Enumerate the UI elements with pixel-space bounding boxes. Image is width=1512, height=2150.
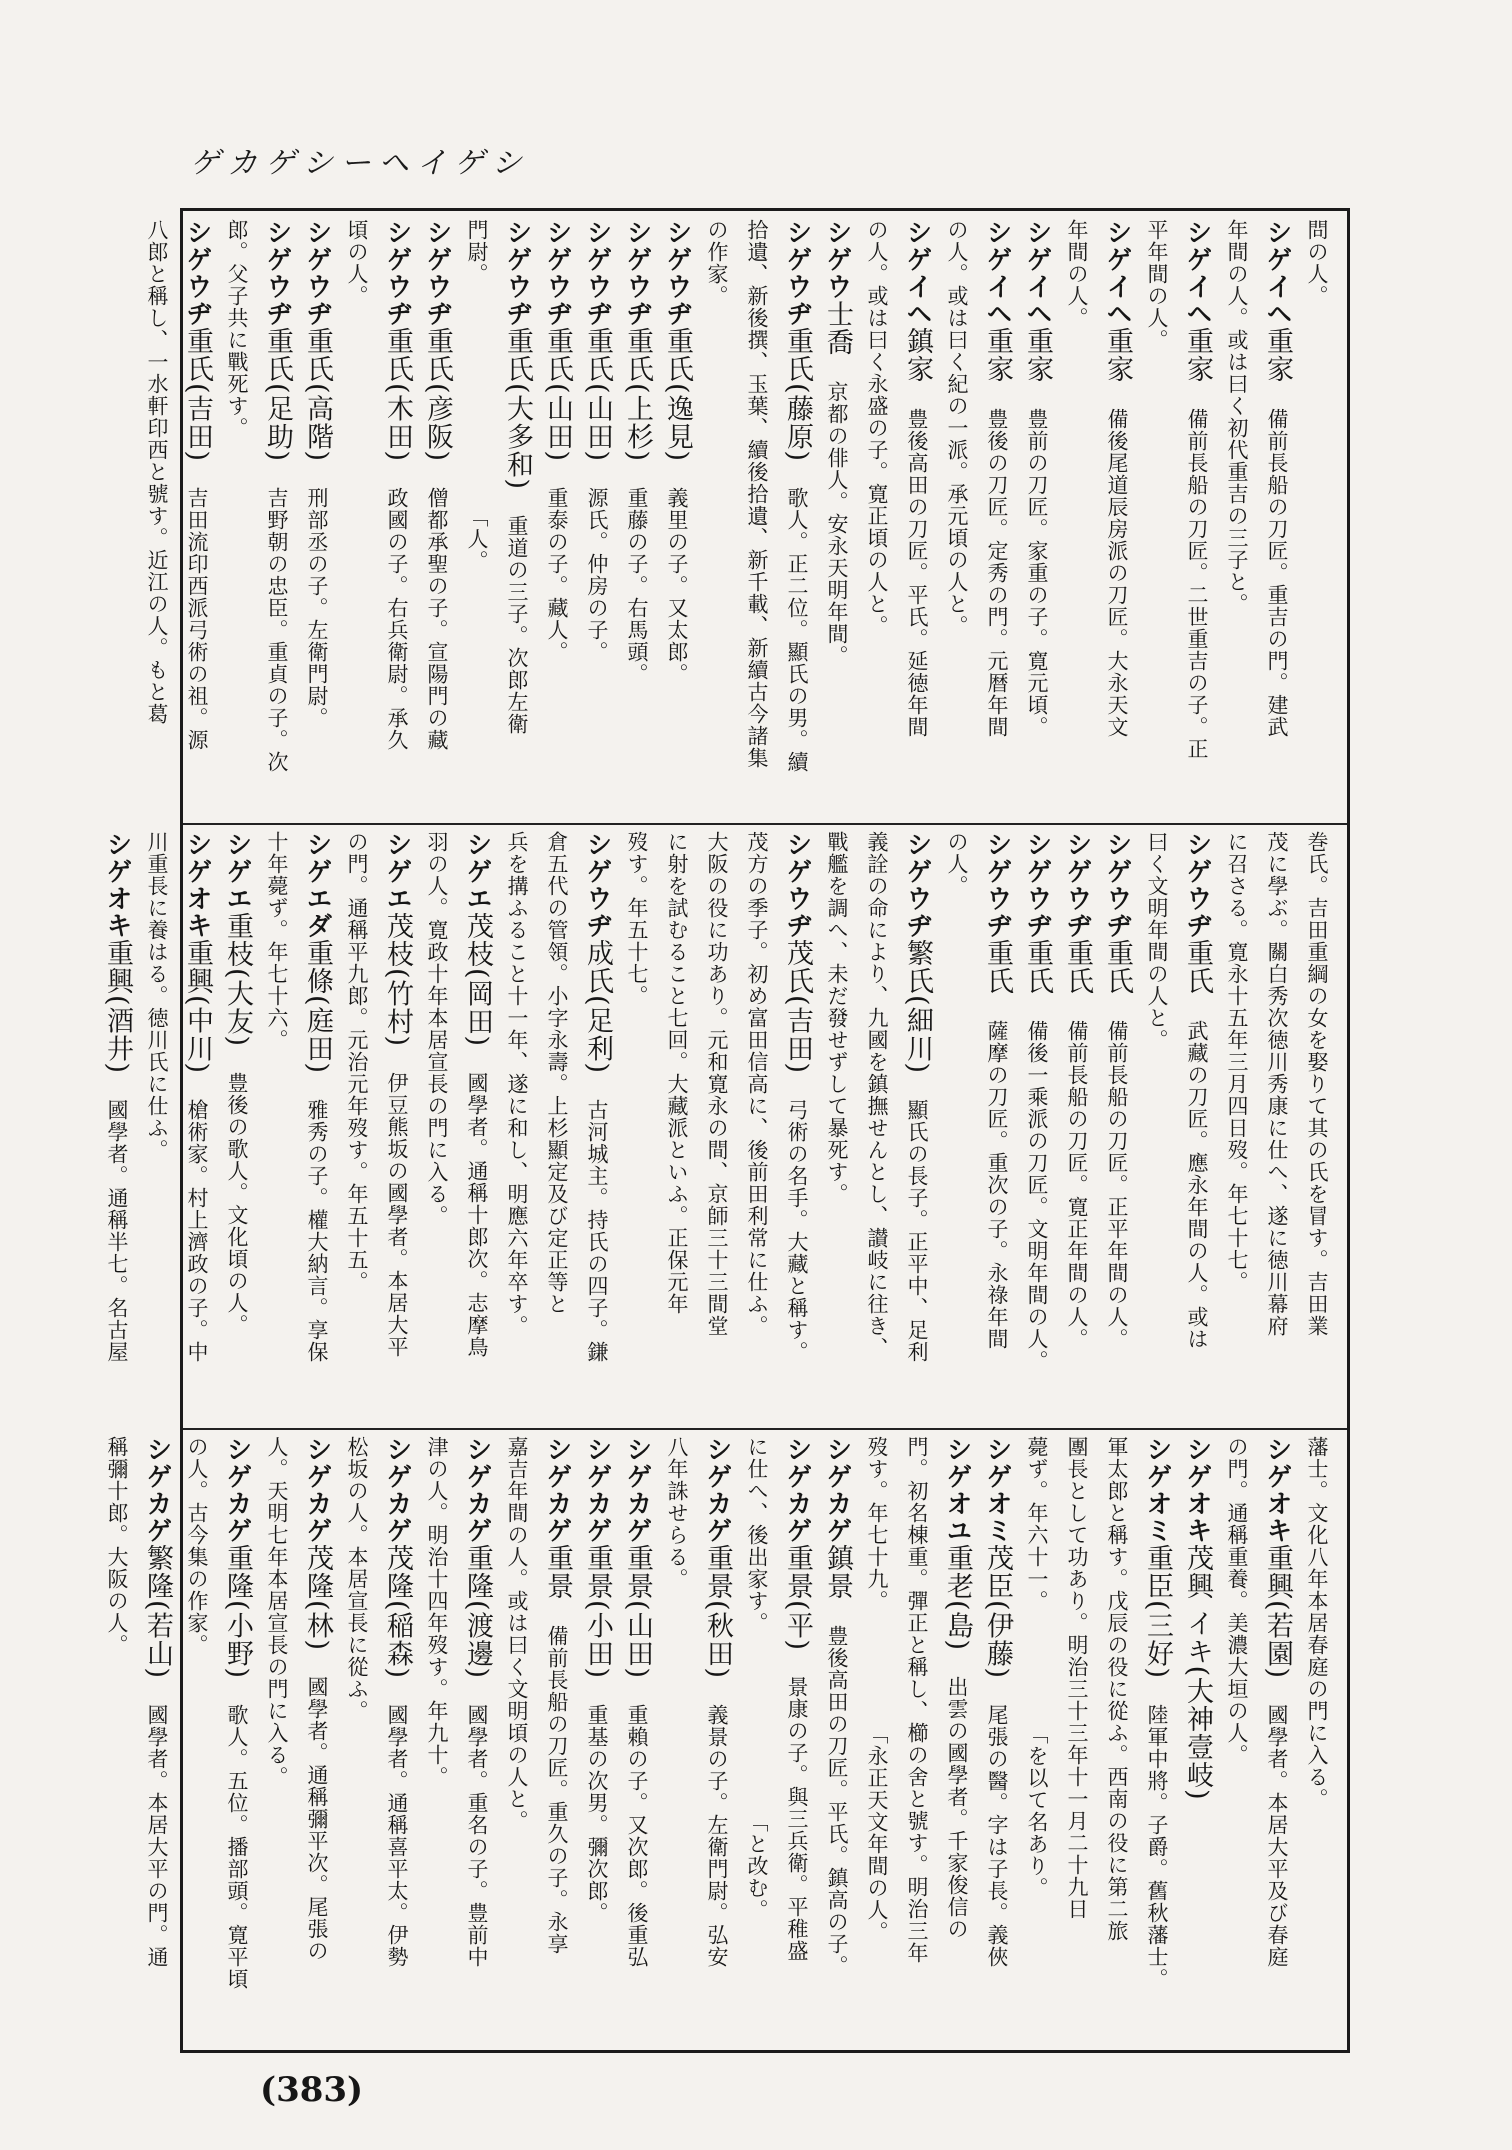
headword-name: 重景(秋田) <box>702 1544 733 1680</box>
dictionary-entry-line <box>897 831 937 1421</box>
headword-name: 重家 <box>1022 327 1053 383</box>
entry-continuation-line <box>1297 1436 1337 2042</box>
entry-continuation-line <box>137 831 177 1421</box>
entry-continuation-line <box>737 831 777 1421</box>
dictionary-entry-line <box>297 219 337 815</box>
entry-continuation-line <box>1217 1436 1257 2042</box>
entry-continuation-line <box>337 219 377 815</box>
dictionary-entry-line <box>377 831 417 1421</box>
headword-reading: シゲオユ <box>942 1436 972 1544</box>
entry-description: 國學者。通稱彌平次。尾張の <box>305 1676 329 1963</box>
entry-description: 豊後の歌人。文化頃の人。 <box>225 1072 249 1337</box>
entry-description: 兵を搆ふること十一年、遂に和し、明應六年卒す。 <box>505 831 529 1337</box>
dictionary-entry-line <box>217 1436 257 2042</box>
entry-description: 重藤の子。右馬頭。 <box>625 487 649 686</box>
entry-description: の人。或は曰く永盛の子。寛正頃の人と。 <box>865 219 889 637</box>
entry-description: 國學者。通稱喜平太。伊勢 <box>385 1704 409 1969</box>
entry-description: 京都の俳人。安永天明年間。 <box>825 381 849 667</box>
headword-reading: シゲウヂ <box>582 219 612 327</box>
dictionary-entry-line <box>657 219 697 815</box>
dictionary-entry-line <box>457 831 497 1421</box>
entry-description: 藩士。文化八年本居春庭の門に入る。 <box>1305 1436 1329 1810</box>
entry-description: 吉野朝の忠臣。重貞の子。次 <box>265 487 289 774</box>
headword-reading: シゲカゲ <box>622 1436 652 1544</box>
entry-continuation-line <box>97 1436 137 2042</box>
headword-name: 重興(若園) <box>1262 1544 1293 1680</box>
headword-reading: シゲウヂ <box>502 219 532 327</box>
page-number: (383) <box>260 2070 364 2110</box>
entry-description: 伊豆熊坂の國學者。本居大平 <box>385 1072 409 1359</box>
dictionary-entry-line <box>537 219 577 815</box>
headword-name: 重氏(藤原) <box>782 327 813 463</box>
entry-description: 八年誅せらる。 <box>665 1436 689 1590</box>
headword-name: 重條(庭田) <box>302 939 333 1075</box>
entry-continuation-line <box>137 219 177 815</box>
dictionary-entry-line <box>1257 219 1297 815</box>
headword-reading: シゲオキ <box>102 831 132 939</box>
headword-reading: シゲウヂ <box>542 219 572 327</box>
entry-description: 茂方の季子。初め富田信高に、後前田利常に仕ふ。 <box>745 831 769 1337</box>
entry-description: 尾張の醫。字は子長。義俠 <box>985 1704 1009 1969</box>
entry-continuation-line <box>257 1436 297 2042</box>
headword-reading: シゲウヂ <box>982 831 1012 939</box>
entry-continuation-line <box>897 1436 937 2042</box>
headword-reading: シゲオキ <box>1262 1436 1292 1544</box>
entry-description: 豊後高田の刀匠。平氏。延徳年間 <box>905 408 929 738</box>
headword-name: 重景(小田) <box>582 1544 613 1680</box>
headword-reading: シゲカゲ <box>822 1436 852 1544</box>
entry-continuation-line <box>937 831 977 1421</box>
dictionary-entry-line <box>497 219 537 815</box>
entry-description: 武藏の刀匠。應永年間の人。或は <box>1185 1020 1209 1350</box>
entry-description: 平年間の人。 <box>1145 219 1169 351</box>
dictionary-entry-line <box>297 831 337 1421</box>
entry-continuation-line <box>417 1436 457 2042</box>
entry-description: 問の人。 <box>1305 219 1329 307</box>
headword-name: 茂隆(林) <box>302 1544 333 1652</box>
entry-continuation-line <box>857 831 897 1421</box>
entry-description: の門。通稱平九郎。元治元年歿す。年五十五。 <box>345 831 369 1293</box>
dictionary-entry-line <box>1177 1436 1217 2042</box>
headword-name: 茂氏(吉田) <box>782 939 813 1075</box>
headword-name: 重隆(渡邊) <box>462 1544 493 1680</box>
headword-reading: シゲウヂ <box>182 219 212 327</box>
entry-description: 備後一乘派の刀匠。文明年間の人。 <box>1025 1020 1049 1372</box>
entry-description: 門尉。 「人。 <box>465 219 489 572</box>
headword-reading: シゲオミ <box>982 1436 1012 1544</box>
dictionary-entry-line <box>1097 219 1137 815</box>
headword-reading: シゲイヘ <box>1102 219 1132 327</box>
dictionary-entry-line <box>817 219 857 815</box>
headword-reading: シゲカゲ <box>702 1436 732 1544</box>
entry-description: の作家。 <box>705 219 729 307</box>
entry-continuation-line <box>697 831 737 1421</box>
entry-continuation-line <box>1137 219 1177 815</box>
entry-continuation-line <box>1257 831 1297 1421</box>
headword-name: 重氏(吉田) <box>182 327 213 463</box>
entry-description: 景康の子。與三兵衛。平稚盛 <box>785 1676 809 1963</box>
headword-reading: シゲウヂ <box>662 219 692 327</box>
headword-name: 重家 <box>1102 327 1133 383</box>
headword-reading: シゲカゲ <box>782 1436 812 1544</box>
entry-continuation-line <box>417 831 457 1421</box>
dictionary-entry-line <box>137 1436 177 2042</box>
dictionary-entry-line <box>177 219 217 815</box>
headword-reading: シゲエ <box>462 831 492 912</box>
entry-description: に射を試むること七回。大藏派といふ。正保元年 <box>665 831 689 1315</box>
headword-name: 茂興 イキ(大神壹岐) <box>1182 1544 1213 1801</box>
entry-description: 茂に學ぶ。關白秀次徳川秀康に仕へ、遂に徳川幕府 <box>1265 831 1289 1337</box>
running-head: ゲカゲシーヘイゲシ <box>190 146 530 181</box>
entry-description: 國學者。重名の子。豊前中 <box>465 1704 489 1969</box>
entry-description: 義詮の命により、九國を鎮撫せんとし、讃岐に往き、 <box>865 831 889 1359</box>
headword-name: 重景(山田) <box>622 1544 653 1680</box>
entry-continuation-line <box>1297 831 1337 1421</box>
entry-description: 稱彌十郎。大阪の人。 <box>105 1436 129 1656</box>
headword-name: 重氏 <box>1102 939 1133 995</box>
entry-description: の門。通稱重養。美濃大垣の人。 <box>1225 1436 1249 1766</box>
entry-continuation-line <box>337 831 377 1421</box>
headword-reading: シゲオキ <box>182 831 212 939</box>
headword-reading: シゲイヘ <box>982 219 1012 327</box>
entry-description: 軍太郎と稱す。戊辰の役に從ふ。西南の役に第二旅 <box>1105 1436 1129 1942</box>
entry-description: に召さる。寛永十五年三月四日歿。年七十七。 <box>1225 831 1249 1293</box>
entry-description: 出雲の國學者。千家俊信の <box>945 1676 969 1941</box>
headword-reading: シゲウヂ <box>782 219 812 327</box>
headword-reading: シゲイヘ <box>902 219 932 327</box>
entry-description: 古河城主。持氏の四子。鎌 <box>585 1099 609 1364</box>
entry-description: の人。古今集の作家。 <box>185 1436 209 1656</box>
entry-description: 頃の人。 <box>345 219 369 307</box>
dictionary-entry-line <box>577 219 617 815</box>
headword-reading: シゲイヘ <box>1022 219 1052 327</box>
dictionary-entry-line <box>97 831 137 1421</box>
dictionary-entry-line <box>1177 831 1217 1421</box>
dictionary-entry-line <box>617 1436 657 2042</box>
headword-name: 繁氏(細川) <box>902 939 933 1075</box>
headword-name: 茂枝(岡田) <box>462 912 493 1048</box>
headword-reading: シゲカゲ <box>582 1436 612 1544</box>
entry-continuation-line <box>1137 831 1177 1421</box>
entry-continuation-line <box>257 831 297 1421</box>
entry-description: 重道の三子。次郎左衛 <box>505 515 529 736</box>
entry-description: 嘉吉年間の人。或は曰く文明頃の人と。 <box>505 1436 529 1832</box>
dictionary-entry-line <box>977 219 1017 815</box>
entry-continuation-line <box>1217 219 1257 815</box>
headword-reading: シゲウヂ <box>622 219 652 327</box>
entry-description: 國學者。本居大平及び春庭 <box>1265 1704 1289 1969</box>
headword-name: 重氏(足助) <box>262 327 293 463</box>
headword-reading: シゲウヂ <box>1102 831 1132 939</box>
headword-name: 重氏 <box>1022 939 1053 995</box>
entry-description: 川重長に養はる。徳川氏に仕ふ。 <box>145 831 169 1161</box>
headword-reading: シゲカゲ <box>542 1436 572 1544</box>
entry-description: 豊前の刀匠。家重の子。寛元頃。 <box>1025 408 1049 738</box>
dictionary-entry-line <box>617 219 657 815</box>
dictionary-entry-line <box>577 1436 617 2042</box>
headword-reading: シゲウヂ <box>382 219 412 327</box>
entry-description: 羽の人。寛政十年本居宣長の門に入る。 <box>425 831 449 1227</box>
dictionary-entry-line <box>937 1436 977 2042</box>
entry-description: 團長として功あり。明治三十三年十一月二十九日 <box>1065 1436 1089 1920</box>
headword-reading: シゲウヂ <box>1182 831 1212 939</box>
entry-description: 備後尾道辰房派の刀匠。大永天文 <box>1105 408 1129 738</box>
headword-reading: シゲエ <box>382 831 412 912</box>
entry-description: 年間の人。 <box>1065 219 1089 329</box>
headword-reading: シゲエダ <box>302 831 332 939</box>
entry-description: 曰く文明年間の人と。 <box>1145 831 1169 1051</box>
dictionary-entry-line <box>577 831 617 1421</box>
entry-description: 陸軍中將。子爵。舊秋藩士。 <box>1145 1704 1169 1991</box>
headword-name: 重枝(大友) <box>222 912 253 1048</box>
dictionary-entry-line <box>1057 831 1097 1421</box>
entry-continuation-line <box>697 219 737 815</box>
entry-description: 政國の子。右兵衛尉。承久 <box>385 487 409 752</box>
section-middle <box>102 831 1337 1421</box>
headword-name: 重老(島) <box>942 1544 973 1652</box>
entry-description: の人。 <box>945 831 969 897</box>
entry-continuation-line <box>177 1436 217 2042</box>
headword-reading: シゲウヂ <box>582 831 612 939</box>
dictionary-entry-line <box>777 831 817 1421</box>
entry-description: 十年薨ず。年七十六。 <box>265 831 289 1051</box>
entry-description: 備前長船の刀匠。二世重吉の子。正 <box>1185 408 1209 760</box>
headword-reading: シゲウヂ <box>1022 831 1052 939</box>
entry-continuation-line <box>1057 1436 1097 2042</box>
entry-description: に仕へ、後出家す。 「と改む。 <box>745 1436 769 1921</box>
headword-name: 重氏(逸見) <box>662 327 693 463</box>
headword-reading: シゲウヂ <box>782 831 812 939</box>
entry-description: の人。或は曰く紀の一派。承元頃の人と。 <box>945 219 969 637</box>
entry-description: 津の人。明治十四年歿す。年九十。 <box>425 1436 449 1788</box>
dictionary-entry-line <box>1017 219 1057 815</box>
section-divider <box>183 1428 1347 1430</box>
entry-description: 刑部丞の子。左衛門尉。 <box>305 487 329 730</box>
entry-continuation-line <box>337 1436 377 2042</box>
entry-continuation-line <box>657 831 697 1421</box>
headword-reading: シゲウヂ <box>302 219 332 327</box>
headword-name: 重家 <box>1182 327 1213 383</box>
dictionary-entry-line <box>1257 1436 1297 2042</box>
entry-description: 國學者。通稱半七。名古屋 <box>105 1099 129 1364</box>
entry-description: 巻氏。吉田重綱の女を娶りて其の氏を冒す。吉田業 <box>1305 831 1329 1337</box>
headword-reading: シゲカゲ <box>462 1436 492 1544</box>
headword-name: 鎮景 <box>822 1544 853 1600</box>
entry-continuation-line <box>857 1436 897 2042</box>
entry-description: 吉田流印西派弓術の祖。源 <box>185 487 209 752</box>
headword-name: 成氏(足利) <box>582 939 613 1075</box>
entry-description: 備前長船の刀匠。重久の子。永享 <box>545 1625 569 1955</box>
entry-description: 僧都承聖の子。宣陽門の藏 <box>425 487 449 752</box>
headword-name: 重氏(山田) <box>542 327 573 463</box>
entry-description: 人。天明七年本居宣長の門に入る。 <box>265 1436 289 1788</box>
entry-description: 源氏。仲房の子。 <box>585 487 609 664</box>
entry-description: 郎。父子共に戰死す。 <box>225 219 249 439</box>
headword-reading: シゲウヂ <box>1062 831 1092 939</box>
entry-description: 備前長船の刀匠。正平年間の人。 <box>1105 1020 1129 1350</box>
headword-reading: シゲウヂ <box>902 831 932 939</box>
entry-description: 松坂の人。本居宣長に從ふ。 <box>345 1436 369 1722</box>
entry-description: 國學者。通稱十郎次。志摩鳥 <box>465 1072 489 1359</box>
headword-name: 重氏(上杉) <box>622 327 653 463</box>
entry-description: 重基の次男。彌次郎。 <box>585 1704 609 1925</box>
entry-description: 重賴の子。又次郎。後重弘 <box>625 1704 649 1969</box>
headword-name: 重氏 <box>1062 939 1093 995</box>
dictionary-entry-line <box>1017 831 1057 1421</box>
entry-description: 戰艦を調へ、未だ發せずして暴死す。 <box>825 831 849 1205</box>
entry-description: 義里の子。又太郎。 <box>665 487 689 686</box>
entry-description: 年間の人。或は曰く初代重吉の三子と。 <box>1225 219 1249 615</box>
dictionary-entry-line <box>1097 831 1137 1421</box>
entry-description: 弓術の名手。大藏と稱す。 <box>785 1099 809 1364</box>
section-bottom <box>105 1436 1337 2042</box>
dictionary-entry-line <box>537 1436 577 2042</box>
headword-name: 重氏(木田) <box>382 327 413 463</box>
headword-name: 重家 <box>982 327 1013 383</box>
entry-continuation-line <box>497 1436 537 2042</box>
dictionary-entry-line <box>217 831 257 1421</box>
headword-name: 重隆(小野) <box>222 1544 253 1680</box>
entry-description: 歿す。年五十七。 <box>625 831 649 1007</box>
headword-name: 重興(酒井) <box>102 939 133 1075</box>
dictionary-entry-line <box>457 1436 497 2042</box>
entry-continuation-line <box>497 831 537 1421</box>
entry-description: 義景の子。左衛門尉。弘安 <box>705 1704 729 1969</box>
headword-name: 重氏 <box>982 939 1013 995</box>
entry-continuation-line <box>737 219 777 815</box>
entry-description: 歿す。年七十九。 「永正天文年間の人。 <box>865 1436 889 1943</box>
headword-reading: シゲカゲ <box>302 1436 332 1544</box>
headword-name: 茂枝(竹村) <box>382 912 413 1048</box>
dictionary-entry-line <box>257 219 297 815</box>
headword-name: 繁隆(若山) <box>142 1544 173 1680</box>
headword-name: 重家 <box>1262 327 1293 383</box>
headword-name: 茂隆(稲森) <box>382 1544 413 1680</box>
entry-description: 重泰の子。藏人。 <box>545 487 569 664</box>
entry-description: 備前長船の刀匠。寛正年間の人。 <box>1065 1020 1089 1350</box>
headword-name: 士喬 <box>822 300 853 356</box>
headword-reading: シゲエ <box>222 831 252 912</box>
text-frame <box>102 208 1350 2053</box>
dictionary-entry-line <box>977 1436 1017 2042</box>
headword-reading: シゲイヘ <box>1182 219 1212 327</box>
entry-continuation-line <box>217 219 257 815</box>
entry-description: 薨ず。年六十一。 「を以て名あり。 <box>1025 1436 1049 1899</box>
headword-name: 重臣(三好) <box>1142 1544 1173 1680</box>
headword-name: 重氏(彦阪) <box>422 327 453 463</box>
entry-continuation-line <box>1097 1436 1137 2042</box>
headword-name: 重氏(山田) <box>582 327 613 463</box>
entry-description: 歌人。正二位。顯氏の男。續 <box>785 487 809 774</box>
entry-description: 歌人。五位。播部頭。寛平頃 <box>225 1704 249 1991</box>
entry-description: 豊後の刀匠。定秀の門。元暦年間 <box>985 408 1009 738</box>
headword-name: 鎮家 <box>902 327 933 383</box>
headword-reading: シゲカゲ <box>142 1436 172 1544</box>
dictionary-entry-line <box>977 831 1017 1421</box>
dictionary-entry-line <box>697 1436 737 2042</box>
entry-continuation-line <box>1017 1436 1057 2042</box>
entry-continuation-line <box>1217 831 1257 1421</box>
dictionary-entry-line <box>897 219 937 815</box>
dictionary-entry-line <box>777 1436 817 2042</box>
dictionary-entry-line <box>297 1436 337 2042</box>
entry-description: 雅秀の子。權大納言。享保 <box>305 1099 329 1364</box>
dictionary-entry-line <box>1137 1436 1177 2042</box>
entry-continuation-line <box>457 219 497 815</box>
entry-description: 薩摩の刀匠。重次の子。永祿年間 <box>985 1020 1009 1350</box>
headword-reading: シゲイヘ <box>1262 219 1292 327</box>
entry-continuation-line <box>657 1436 697 2042</box>
dictionary-entry-line <box>417 219 457 815</box>
entry-description: 國學者。本居大平の門。通 <box>145 1704 169 1969</box>
entry-continuation-line <box>737 1436 777 2042</box>
headword-reading: シゲウ <box>822 219 852 300</box>
dictionary-entry-line <box>377 1436 417 2042</box>
headword-reading: シゲカゲ <box>222 1436 252 1544</box>
headword-reading: シゲウヂ <box>262 219 292 327</box>
headword-name: 重氏 <box>1182 939 1213 995</box>
headword-reading: シゲオミ <box>1142 1436 1172 1544</box>
headword-name: 重興(中川) <box>182 939 213 1075</box>
dictionary-entry-line <box>777 219 817 815</box>
entry-description: 槍術家。村上濟政の子。中 <box>185 1099 209 1364</box>
entry-description: 豊後高田の刀匠。平氏。鎮高の子。 <box>825 1625 849 1977</box>
entry-continuation-line <box>817 831 857 1421</box>
entry-description: 拾遺、新後撰、玉葉、續後拾遺、新千載、新續古今諸集 <box>745 219 769 769</box>
dictionary-entry-line <box>177 831 217 1421</box>
entry-continuation-line <box>857 219 897 815</box>
headword-reading: シゲカゲ <box>382 1436 412 1544</box>
dictionary-entry-line <box>377 219 417 815</box>
entry-description: 門。初名棟重。彈正と稱し、櫛の舍と號す。明治三年 <box>905 1436 929 1964</box>
entry-description: 大阪の役に功あり。元和寛永の間、京師三十三間堂 <box>705 831 729 1337</box>
entry-continuation-line <box>1057 219 1097 815</box>
headword-reading: シゲウヂ <box>422 219 452 327</box>
section-divider <box>183 823 1347 825</box>
headword-name: 重氏(大多和) <box>502 327 533 491</box>
entry-continuation-line <box>1297 219 1337 815</box>
headword-name: 重景 <box>542 1544 573 1600</box>
headword-name: 重氏(高階) <box>302 327 333 463</box>
entry-description: 備前長船の刀匠。重吉の門。建武 <box>1265 408 1289 738</box>
headword-name: 重景(平) <box>782 1544 813 1652</box>
entry-continuation-line <box>617 831 657 1421</box>
headword-name: 茂臣(伊藤) <box>982 1544 1013 1680</box>
section-top <box>145 219 1337 815</box>
entry-description: 顯氏の長子。正平中、足利 <box>905 1099 929 1364</box>
entry-continuation-line <box>537 831 577 1421</box>
entry-description: 八郎と稱し、一水軒印西と號す。近江の人。もと葛 <box>145 219 169 725</box>
headword-reading: シゲオキ <box>1182 1436 1212 1544</box>
dictionary-entry-line <box>817 1436 857 2042</box>
dictionary-entry-line <box>1177 219 1217 815</box>
entry-continuation-line <box>937 219 977 815</box>
entry-description: 倉五代の管領。小字永壽。上杉顯定及び定正等と <box>545 831 569 1315</box>
